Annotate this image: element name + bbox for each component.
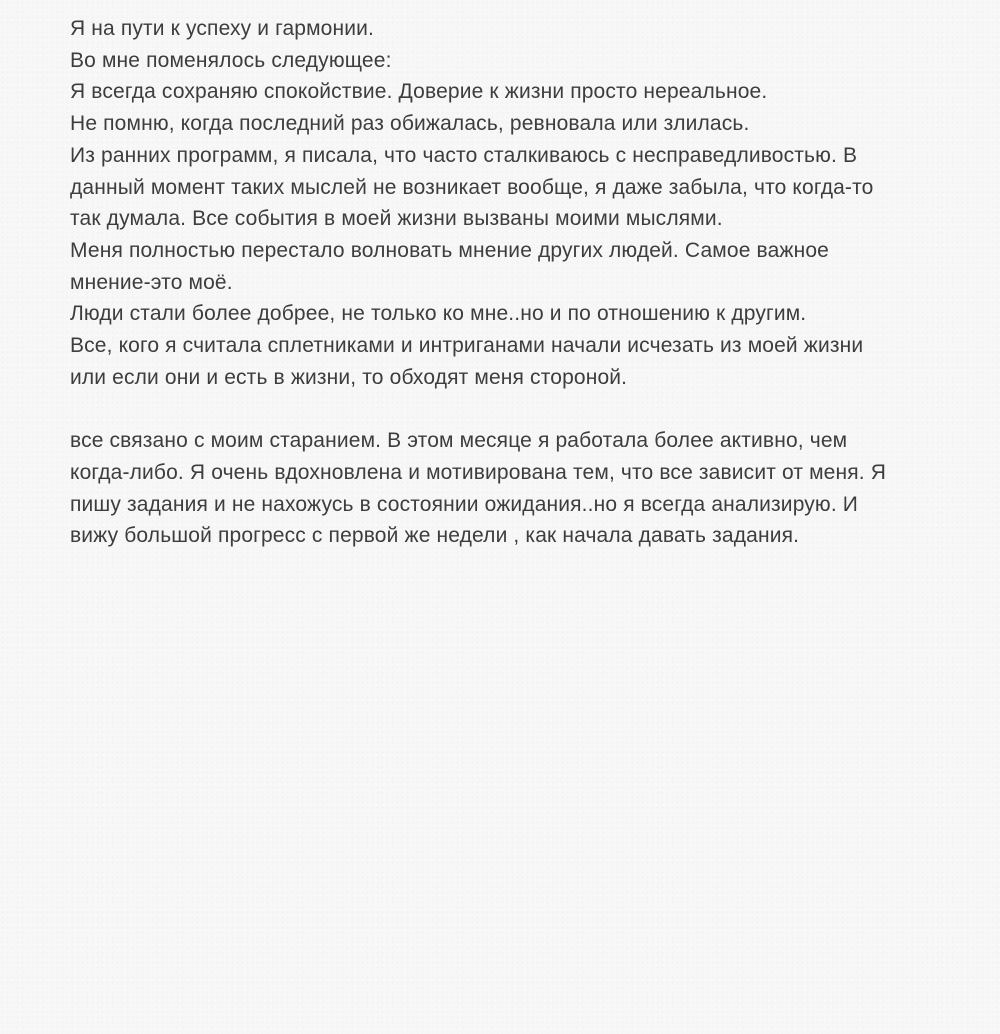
paragraph-spacer [70,393,960,425]
note-line: Во мне поменялось следующее: [70,48,392,72]
note-line: Все, кого я считала сплетниками и интриганами начали исчезать из моей жизни [70,334,864,358]
note-line: вижу большой прогресс с первой же недели , как начала давать задания. [70,524,800,548]
note-line: Меня полностью перестало волновать мнение других людей. Самое важное [70,238,830,262]
note-line: или если они и есть в жизни, то обходят меня стороной. [70,365,628,389]
note-line: Я на пути к успеху и гармонии. [70,17,375,40]
note-line: когда-либо. Я очень вдохновлена и мотивирована тем, что все зависит от меня. Я [70,460,887,484]
note-line: Из ранних программ, я писала, что часто сталкиваюсь с несправедливостью. В [70,143,858,167]
note-line: Люди стали более добрее, не только ко мне..но и по отношению к другим. [70,302,807,326]
note-line: Я всегда сохраняю спокойствие. Доверие к жизни просто нереальное. [70,80,768,104]
note-text-area[interactable] [70,13,960,552]
note-line: данный момент таких мыслей не возникает вообще, я даже забыла, что когда-то [70,175,874,199]
note-line: Не помню, когда последний раз обижалась, ревновала или злилась. [70,112,750,136]
note-line: все связано с моим старанием. В этом месяце я работала более активно, чем [70,429,848,453]
note-line: так думала. Все события в моей жизни вызваны моими мыслями. [70,207,723,231]
note-line: пишу задания и не нахожусь в состоянии ожидания..но я всегда анализирую. И [70,492,859,516]
note-line: мнение-это моё. [70,270,233,294]
